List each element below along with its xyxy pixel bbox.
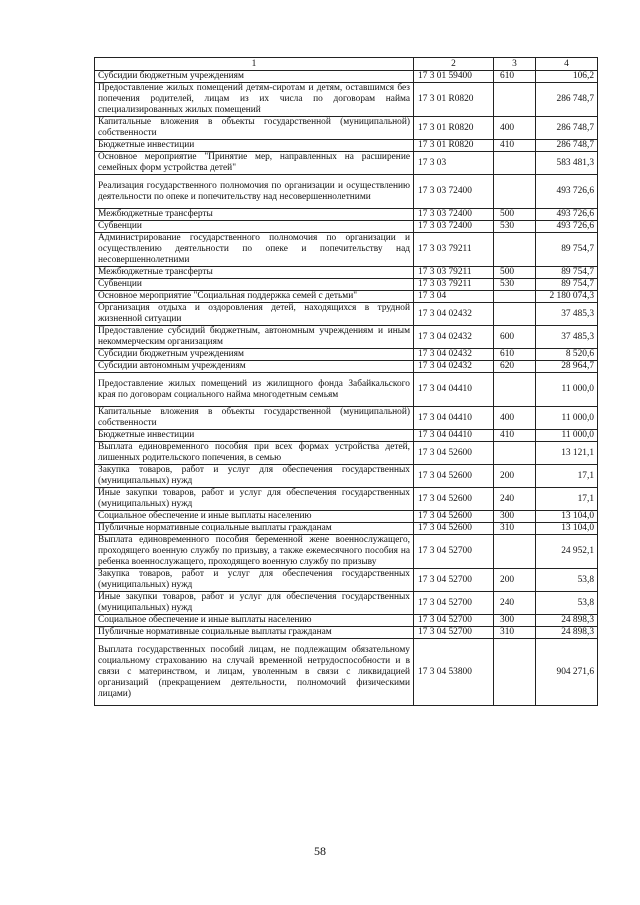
row-code-cell: 17 3 03 79211 — [414, 233, 494, 267]
table-row — [95, 639, 598, 706]
row-name-cell: Основное мероприятие "Принятие мер, направленных на расширение семейных форм устройства детей" — [95, 152, 414, 175]
row-type-cell: 620 — [494, 361, 536, 373]
row-amount-cell: 53,8 — [536, 592, 598, 615]
row-name-cell: Предоставление жилых помещений из жилищного фонда Забайкальского края по договорам социального найма многодетным семьям — [95, 373, 414, 407]
row-code-cell: 17 3 04 02432 — [414, 349, 494, 361]
row-name-cell: Выплата единовременного пособия беременной жене военнослужащего, проходящего военную службу по призыву, а также ежемесячного пособия на ребенка военнослужащего, проходящего военную службу по призыву — [95, 535, 414, 569]
row-name-cell: Предоставление жилых помещений детям-сиротам и детям, оставшимся без попечения родителей, лицам из их числа по договорам найма специализированных жилых помещений — [95, 83, 414, 117]
row-name-cell: Иные закупки товаров, работ и услуг для обеспечения государственных (муниципальных) нужд — [95, 592, 414, 615]
row-code-cell: 17 3 04 — [414, 291, 494, 303]
row-code-cell: 17 3 03 72400 — [414, 175, 494, 209]
row-type-cell — [494, 303, 536, 326]
row-type-cell — [494, 535, 536, 569]
row-code-cell: 17 3 04 04410 — [414, 407, 494, 430]
row-amount-cell: 286 748,7 — [536, 83, 598, 117]
row-amount-cell: 2 180 074,3 — [536, 291, 598, 303]
table-row — [95, 615, 598, 627]
row-name-cell: Иные закупки товаров, работ и услуг для обеспечения государственных (муниципальных) нужд — [95, 488, 414, 511]
row-type-cell — [494, 83, 536, 117]
table-row — [95, 209, 598, 221]
row-name-cell: Капитальные вложения в объекты государственной (муниципальной) собственности — [95, 117, 414, 140]
row-name-cell: Субсидии бюджетным учреждениям — [95, 71, 414, 83]
row-type-cell — [494, 233, 536, 267]
row-amount-cell: 13 121,1 — [536, 442, 598, 465]
row-amount-cell: 24 898,3 — [536, 627, 598, 639]
table-row — [95, 535, 598, 569]
row-amount-cell: 493 726,6 — [536, 175, 598, 209]
table-row — [95, 140, 598, 152]
row-name-cell: Субвенции — [95, 221, 414, 233]
row-type-cell: 310 — [494, 523, 536, 535]
table-row — [95, 407, 598, 430]
row-code-cell: 17 3 04 52600 — [414, 442, 494, 465]
table-row — [95, 267, 598, 279]
row-code-cell: 17 3 01 R0820 — [414, 140, 494, 152]
row-name-cell: Субвенции — [95, 279, 414, 291]
row-name-cell: Бюджетные инвестиции — [95, 140, 414, 152]
row-code-cell: 17 3 04 02432 — [414, 361, 494, 373]
row-code-cell: 17 3 04 02432 — [414, 303, 494, 326]
row-code-cell: 17 3 04 52600 — [414, 511, 494, 523]
row-name-cell: Межбюджетные трансферты — [95, 209, 414, 221]
row-amount-cell: 89 754,7 — [536, 233, 598, 267]
row-code-cell: 17 3 04 52700 — [414, 535, 494, 569]
row-name-cell: Бюджетные инвестиции — [95, 430, 414, 442]
row-amount-cell: 17,1 — [536, 488, 598, 511]
table-row — [95, 465, 598, 488]
table-row — [95, 511, 598, 523]
row-type-cell: 200 — [494, 569, 536, 592]
row-amount-cell: 11 000,0 — [536, 430, 598, 442]
row-name-cell: Социальное обеспечение и иные выплаты населению — [95, 615, 414, 627]
row-type-cell: 240 — [494, 592, 536, 615]
row-name-cell: Реализация государственного полномочия по организации и осуществлению деятельности по опеке и попечительству над несовершеннолетними — [95, 175, 414, 209]
row-type-cell — [494, 152, 536, 175]
row-name-cell: Социальное обеспечение и иные выплаты населению — [95, 511, 414, 523]
table-row — [95, 175, 598, 209]
table-row — [95, 592, 598, 615]
budget-table-body — [95, 58, 598, 706]
row-type-cell: 200 — [494, 465, 536, 488]
row-code-cell: 17 3 03 79211 — [414, 267, 494, 279]
row-amount-cell: 11 000,0 — [536, 373, 598, 407]
row-type-cell — [494, 373, 536, 407]
table-row — [95, 221, 598, 233]
table-row — [95, 71, 598, 83]
row-name-cell: Субсидии автономным учреждениям — [95, 361, 414, 373]
column-header-1: 1 — [95, 58, 414, 71]
row-code-cell: 17 3 03 79211 — [414, 279, 494, 291]
row-code-cell: 17 3 01 R0820 — [414, 117, 494, 140]
row-amount-cell: 13 104,0 — [536, 523, 598, 535]
table-row — [95, 373, 598, 407]
row-type-cell: 500 — [494, 267, 536, 279]
row-code-cell: 17 3 04 53800 — [414, 639, 494, 706]
row-amount-cell: 8 520,6 — [536, 349, 598, 361]
row-name-cell: Организация отдыха и оздоровления детей, находящихся в трудной жизненной ситуации — [95, 303, 414, 326]
row-type-cell — [494, 442, 536, 465]
row-amount-cell: 493 726,6 — [536, 221, 598, 233]
row-code-cell: 17 3 04 52700 — [414, 627, 494, 639]
row-code-cell: 17 3 03 72400 — [414, 221, 494, 233]
row-code-cell: 17 3 04 04410 — [414, 373, 494, 407]
row-amount-cell: 24 952,1 — [536, 535, 598, 569]
row-amount-cell: 493 726,6 — [536, 209, 598, 221]
row-code-cell: 17 3 04 52600 — [414, 465, 494, 488]
row-code-cell: 17 3 01 R0820 — [414, 83, 494, 117]
row-type-cell: 240 — [494, 488, 536, 511]
table-header-row — [95, 58, 598, 71]
row-amount-cell: 37 485,3 — [536, 303, 598, 326]
row-name-cell: Предоставление субсидий бюджетным, автономным учреждениям и иным некоммерческим организациям — [95, 326, 414, 349]
row-name-cell: Субсидии бюджетным учреждениям — [95, 349, 414, 361]
row-name-cell: Публичные нормативные социальные выплаты гражданам — [95, 627, 414, 639]
row-amount-cell: 17,1 — [536, 465, 598, 488]
row-name-cell: Выплата государственных пособий лицам, не подлежащим обязательному социальному страхованию на случай временной нетрудоспособности и в связи с материнством, и лицам, уволенным в связи с ликвидацией организаций (прекращением деятельности, полномочий физическими лицами) — [95, 639, 414, 706]
row-name-cell: Публичные нормативные социальные выплаты гражданам — [95, 523, 414, 535]
budget-table-page — [94, 57, 597, 706]
table-row — [95, 361, 598, 373]
table-row — [95, 152, 598, 175]
row-code-cell: 17 3 04 04410 — [414, 430, 494, 442]
row-type-cell: 410 — [494, 140, 536, 152]
row-amount-cell: 106,2 — [536, 71, 598, 83]
row-amount-cell: 286 748,7 — [536, 140, 598, 152]
row-amount-cell: 89 754,7 — [536, 267, 598, 279]
row-type-cell: 310 — [494, 627, 536, 639]
row-type-cell: 500 — [494, 209, 536, 221]
column-header-3: 3 — [494, 58, 536, 71]
row-name-cell: Межбюджетные трансферты — [95, 267, 414, 279]
table-row — [95, 442, 598, 465]
row-amount-cell: 286 748,7 — [536, 117, 598, 140]
row-name-cell: Выплата единовременного пособия при всех формах устройства детей, лишенных родительского попечения, в семью — [95, 442, 414, 465]
page-number: 58 — [314, 844, 326, 858]
row-type-cell: 300 — [494, 511, 536, 523]
row-type-cell: 410 — [494, 430, 536, 442]
row-type-cell: 610 — [494, 71, 536, 83]
table-row — [95, 523, 598, 535]
row-code-cell: 17 3 04 52600 — [414, 523, 494, 535]
table-row — [95, 326, 598, 349]
row-type-cell — [494, 175, 536, 209]
row-name-cell: Закупка товаров, работ и услуг для обеспечения государственных (муниципальных) нужд — [95, 569, 414, 592]
table-row — [95, 233, 598, 267]
row-amount-cell: 24 898,3 — [536, 615, 598, 627]
row-code-cell: 17 3 03 72400 — [414, 209, 494, 221]
table-row — [95, 488, 598, 511]
row-amount-cell: 28 964,7 — [536, 361, 598, 373]
row-type-cell: 530 — [494, 221, 536, 233]
row-name-cell: Закупка товаров, работ и услуг для обеспечения государственных (муниципальных) нужд — [95, 465, 414, 488]
row-type-cell: 600 — [494, 326, 536, 349]
row-type-cell: 400 — [494, 407, 536, 430]
row-code-cell: 17 3 04 02432 — [414, 326, 494, 349]
row-amount-cell: 13 104,0 — [536, 511, 598, 523]
row-code-cell: 17 3 04 52700 — [414, 569, 494, 592]
table-row — [95, 291, 598, 303]
table-row — [95, 349, 598, 361]
table-row — [95, 430, 598, 442]
row-code-cell: 17 3 03 — [414, 152, 494, 175]
row-amount-cell: 37 485,3 — [536, 326, 598, 349]
row-type-cell: 530 — [494, 279, 536, 291]
table-row — [95, 279, 598, 291]
row-type-cell — [494, 639, 536, 706]
row-name-cell: Основное мероприятие "Социальная поддержка семей с детьми" — [95, 291, 414, 303]
table-row — [95, 303, 598, 326]
row-type-cell: 610 — [494, 349, 536, 361]
row-name-cell: Администрирование государственного полномочия по организации и осуществлению деятельности по опеке и попечительству над несовершеннолетними — [95, 233, 414, 267]
row-amount-cell: 11 000,0 — [536, 407, 598, 430]
table-row — [95, 83, 598, 117]
table-row — [95, 627, 598, 639]
row-amount-cell: 53,8 — [536, 569, 598, 592]
column-header-4: 4 — [536, 58, 598, 71]
row-amount-cell: 904 271,6 — [536, 639, 598, 706]
row-type-cell: 300 — [494, 615, 536, 627]
table-row — [95, 117, 598, 140]
row-name-cell: Капитальные вложения в объекты государственной (муниципальной) собственности — [95, 407, 414, 430]
row-code-cell: 17 3 04 52600 — [414, 488, 494, 511]
row-type-cell — [494, 291, 536, 303]
row-amount-cell: 583 481,3 — [536, 152, 598, 175]
table-row — [95, 569, 598, 592]
row-code-cell: 17 3 04 52700 — [414, 592, 494, 615]
column-header-2: 2 — [414, 58, 494, 71]
budget-table — [94, 57, 598, 706]
row-code-cell: 17 3 01 59400 — [414, 71, 494, 83]
row-code-cell: 17 3 04 52700 — [414, 615, 494, 627]
row-type-cell: 400 — [494, 117, 536, 140]
row-amount-cell: 89 754,7 — [536, 279, 598, 291]
